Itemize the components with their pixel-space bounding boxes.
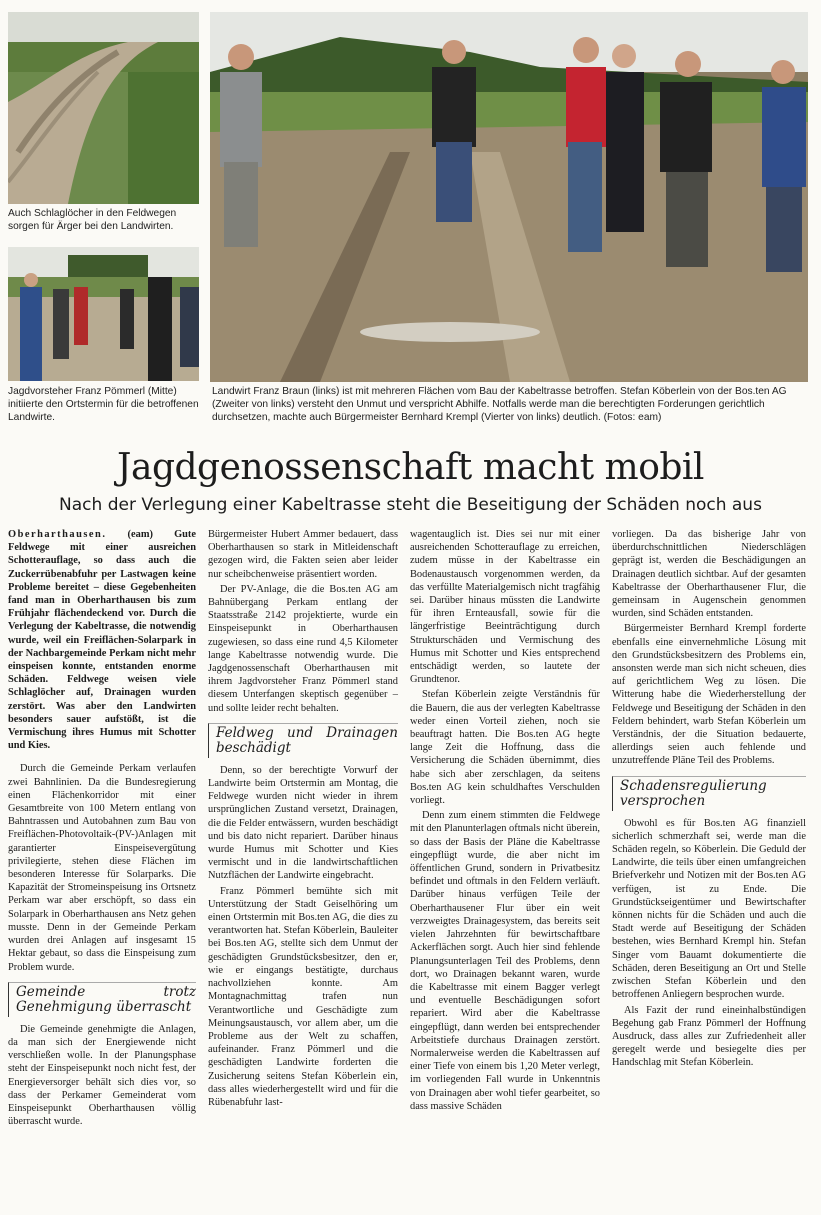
subheadline: Nach der Verlegung einer Kabeltrasse steht die Beseitigung der Schäden noch aus xyxy=(59,495,762,515)
photo-main xyxy=(210,12,808,382)
paragraph: Stefan Köberlein zeigte Verständnis für die Bauern, die aus der verlegten Kabeltrasse weder einen Vorteil ziehen, noch sie beauftragt hatten. Die Bos.ten AG hegte lange Zeit die Hoffnung, dass die Versicherung die Schäden übernimmt, dies habe sich aber zerschlagen, da seitens Bos.ten AG kein schuldhaftes Verschulden vorliegt. xyxy=(410,689,600,807)
article-column-4 xyxy=(612,528,806,1072)
paragraph: Die Gemeinde genehmigte die Anlagen, da man sich der Energiewende nicht verschließen wolle. In der Planungsphase steht der Einspeisepunkt noch nicht fest, der Energieversorger behält sich dies vor, so dass der Perkamer Gemeinderat vom Einspeisepunkt Oberharthausen völlig überrascht wurde. xyxy=(8,1023,196,1128)
lead-text: (eam) Gute Feldwege mit einer ausreichen Schotterauflage, so dass auch die Zuckerrübenabfuhr per Lastwagen keine Probleme bereitet – diese Gegebenheiten fand man in Oberharthausen bis zum Frühjahr flächendeckend vor. Durch die Verlegung der Kabeltrasse, die notwendig wurde, weil ein Freiflächen-Solarpark in der Nachbargemeinde Perkam nicht mehr einspeisen konnte, entstanden enorme Schäden. Feldwege weisen viele Schlaglöcher auf, Drainagen wurden zerstört. Was aber den Landwirten besonders sauer aufstößt, ist die Vermischung ihres Humus mit Schotter und Kies. xyxy=(8,529,196,752)
paragraph: Der PV-Anlage, die die Bos.ten AG am Bahnübergang Perkam entlang der Staatsstraße 2142 projektierte, wurde ein Einspeisepunkt in Oberharthausen zugewiesen, so dass eine rund 4,5 Kilometer lange Kabeltrasse notwendig wurde. Die Jagdgenossenschaft Oberharthausen mit ihrem Jagdvorsteher Franz Pömmerl stand diesem Unterfangen skeptisch gegenüber – und sollte leider recht behalten. xyxy=(208,583,398,714)
article-column-1 xyxy=(8,528,196,1130)
paragraph: Bürgermeister Bernhard Krempl forderte ebenfalls eine einvernehmliche Lösung mit den Grundstücksbesitzern des Problems ein, ansonsten werde man sich nicht scheuen, dies auf gerichtlichem Weg zu lösen. Die Witterung habe die Wiederherstellung der Feldwege und Beseitigung der Schäden in den Feldern behindert, warb Stefan Köberlein um Verständnis, der die Situation bedauerte, allerdings seien auch fehlende und unzutreffende Pläne Teil des Problems. xyxy=(612,623,806,767)
caption-main: Landwirt Franz Braun (links) ist mit mehreren Flächen vom Bau der Kabeltrasse betroffen. Stefan Köberlein von der Bos.ten AG (Zweiter von links) versteht den Unmut und verspricht Abhilfe. Notfalls werde man die berechtigten Forderungen gerichtlich durchsetzen, machte auch Bürgermeister Bernhard Krempl (Vierter von links) deutlich. (Fotos: eam) xyxy=(212,386,787,423)
paragraph: Obwohl es für Bos.ten AG finanziell sicherlich schmerzhaft sei, werde man die Schäden regeln, so Köberlein. Die Geduld der Landwirte, die teils über einen umfangreichen Briefverkehr und Notizen mit der Bos.ten AG verfügen, ist zu Ende. Die Grundstückseigentümer und Bewirtschafter können nichts für die Schäden und auch die Stadt werde auf Beseitigung der Schäden bestehen, wies Bernhard Krempl hin. Stefan Singer vom Bauamt dokumentierte die Schäden, deren Beseitigung an Ort und Stelle zwischen Stefan Köberlein und den betroffenen Anliegern besprochen wurde. xyxy=(612,817,806,1001)
dateline: Oberharthausen. xyxy=(8,529,107,540)
photo-group xyxy=(8,247,199,381)
paragraph: vorliegen. Da das bisherige Jahr von überdurchschnittlichen Niederschlägen geprägt ist, werden die Beschädigungen an Drainagen deutlich sichtbar. Auf der gesamten Kabeltrasse der Oberharthausener Flur, die gemeinsam in Augenschein genommen wurden, sind Schäden entstanden. xyxy=(612,529,806,620)
paragraph: Als Fazit der rund eineinhalbstündigen Begehung gab Franz Pömmerl der Hoffnung Ausdruck, dass alles zur Zufriedenheit aller geregelt werde und besiegelte dies per Handschlag mit Stefan Köberlein. xyxy=(612,1004,806,1069)
paragraph: Bürgermeister Hubert Ammer bedauert, dass Oberharthausen so stark in Mitleidenschaft gezogen wird, die Fakten seien aber leider nur scheibchenweise präsentiert worden. xyxy=(208,529,398,580)
article-column-2 xyxy=(208,528,398,1111)
subhead-gemeinde: Gemeinde trotz Genehmigung überrascht xyxy=(8,982,196,1017)
paragraph: Denn zum einem stimmten die Feldwege mit den Planunterlagen oftmals nicht überein, so dass der Basis der Pläne die Kabeltrasse eingepflügt wurde, die aber nicht im öffentlichen Grund, sondern in Privatbesitz befindet und oftmals in den Feldern verläuft. Darüber hinaus verfügen Teile der Oberharthausener Flur über ein weit verzweigtes Drainagesystem, das bereits seit vielen Jahrzehnten für bewirtschaftbare Ackerflächen sorgt. Auch hier sind fehlende Planungsunterlagen Teil des Problems, denn dort, wo Drainagen bekannt waren, wurde die Kabeltrasse mit einem Bagger verlegt und eventuelle Beschädigungen sofort repariert. Wird aber die Kabeltrasse eingepflügt, dann werden bei entsprechender Arbeitstiefe durchaus Drainagen zerstört. Normalerweise werden die Kabeltrassen auf einer Tiefe von einem bis 1,20 Meter verlegt, im vorliegenden Fall wurde in Unkenntnis von Drainagen aber wohl tiefer gearbeitet, so dass massive Schäden xyxy=(410,810,600,1112)
caption-group: Jagdvorsteher Franz Pömmerl (Mitte) initiierte den Ortstermin für die betroffenen Landwirte. xyxy=(8,386,199,423)
article-column-3 xyxy=(410,528,600,1115)
paragraph: wagentauglich ist. Dies sei nur mit einer ausreichenden Schotterauflage zu erreichen, zudem müsse in der Kabeltrasse ein Bodenaustausch vorgenommen werden, da das verfüllte Materialgemisch nicht tragfähig sei. Darüber hinaus müssten die Landwirte für ihren Ernteausfall, sowie für die längerfristige Beeinträchtigung durch Strukturschäden und Vermischung des Humus mit Schotter und Kies entsprechend entschädigt werden, so lautete der Grundtenor. xyxy=(410,529,600,686)
caption-field-road: Auch Schlaglöcher in den Feldwegen sorgen für Ärger bei den Landwirten. xyxy=(8,208,177,232)
paragraph: Franz Pömmerl bemühte sich mit Unterstützung der Stadt Geiselhöring um einen Ortstermin mit Bos.ten AG, die dies zu verantworten hat. Stefan Köberlein, Bauleiter bei Bos.ten AG, stellte sich dem Unmut der geschädigten Grundstücksbesitzer, den er, wie er eingangs bestätigte, durchaus nachvollziehen konnte. Am Montagnachmittag trafen nun Verantwortliche und Geschädigte zum Meinungsaustausch, vor allem aber, um die Probleme aus der Welt zu schaffen, aufeinander. Franz Pömmerl und die geschädigten Landwirte forderten die Zusicherung seitens Stefan Köberlein ein, dass alles wiederhergestellt wird und für die Rübenabfuhr last- xyxy=(208,885,398,1108)
photo-field-road xyxy=(8,12,199,204)
lead-paragraph xyxy=(8,528,196,752)
subhead-schadensregulierung: Schadensregulierung versprochen xyxy=(612,776,806,811)
paragraph: Denn, so der berechtigte Vorwurf der Landwirte beim Ortstermin am Montag, die Feldwege wurden nicht wieder in ihrem ursprünglichen Zustand versetzt, Drainagen, die die Felder entwässern, wurden beschädigt und bis dato nicht repariert. Darüber hinaus wurde Humus mit Schotter und Kies vermischt und in die landwirtschaftlichen Nutzflächen der Landwirte eingebracht. xyxy=(208,764,398,882)
headline: Jagdgenossenschaft macht mobil xyxy=(117,447,704,488)
subhead-feldweg: Feldweg und Drainagen beschädigt xyxy=(208,723,398,758)
paragraph: Durch die Gemeinde Perkam verlaufen zwei Bahnlinien. Da die Bundesregierung einen Flächenkorridor mit einer Gesamtbreite von 100 Metern entlang von Bahntrassen und Autobahnen zum Bau von Freiflächen-Photovoltaik-(PV-)Anlagen mit garantierter Einspeisevergütung privilegierte, stehen diese Flächen im besonderen Interesse für Solarparks. Die Kapazität der Stromeinspeisung ins Ortsnetz Perkam war aber erschöpft, so dass ein Solarpark in Oberharthausen ans Netz gehen musste. Denn in der Gemeinde Perkam wurden drei Anlagen auf insgesamt 15 Hektar gebaut, so dass die Einspeisung zum Problem wurde. xyxy=(8,763,196,973)
